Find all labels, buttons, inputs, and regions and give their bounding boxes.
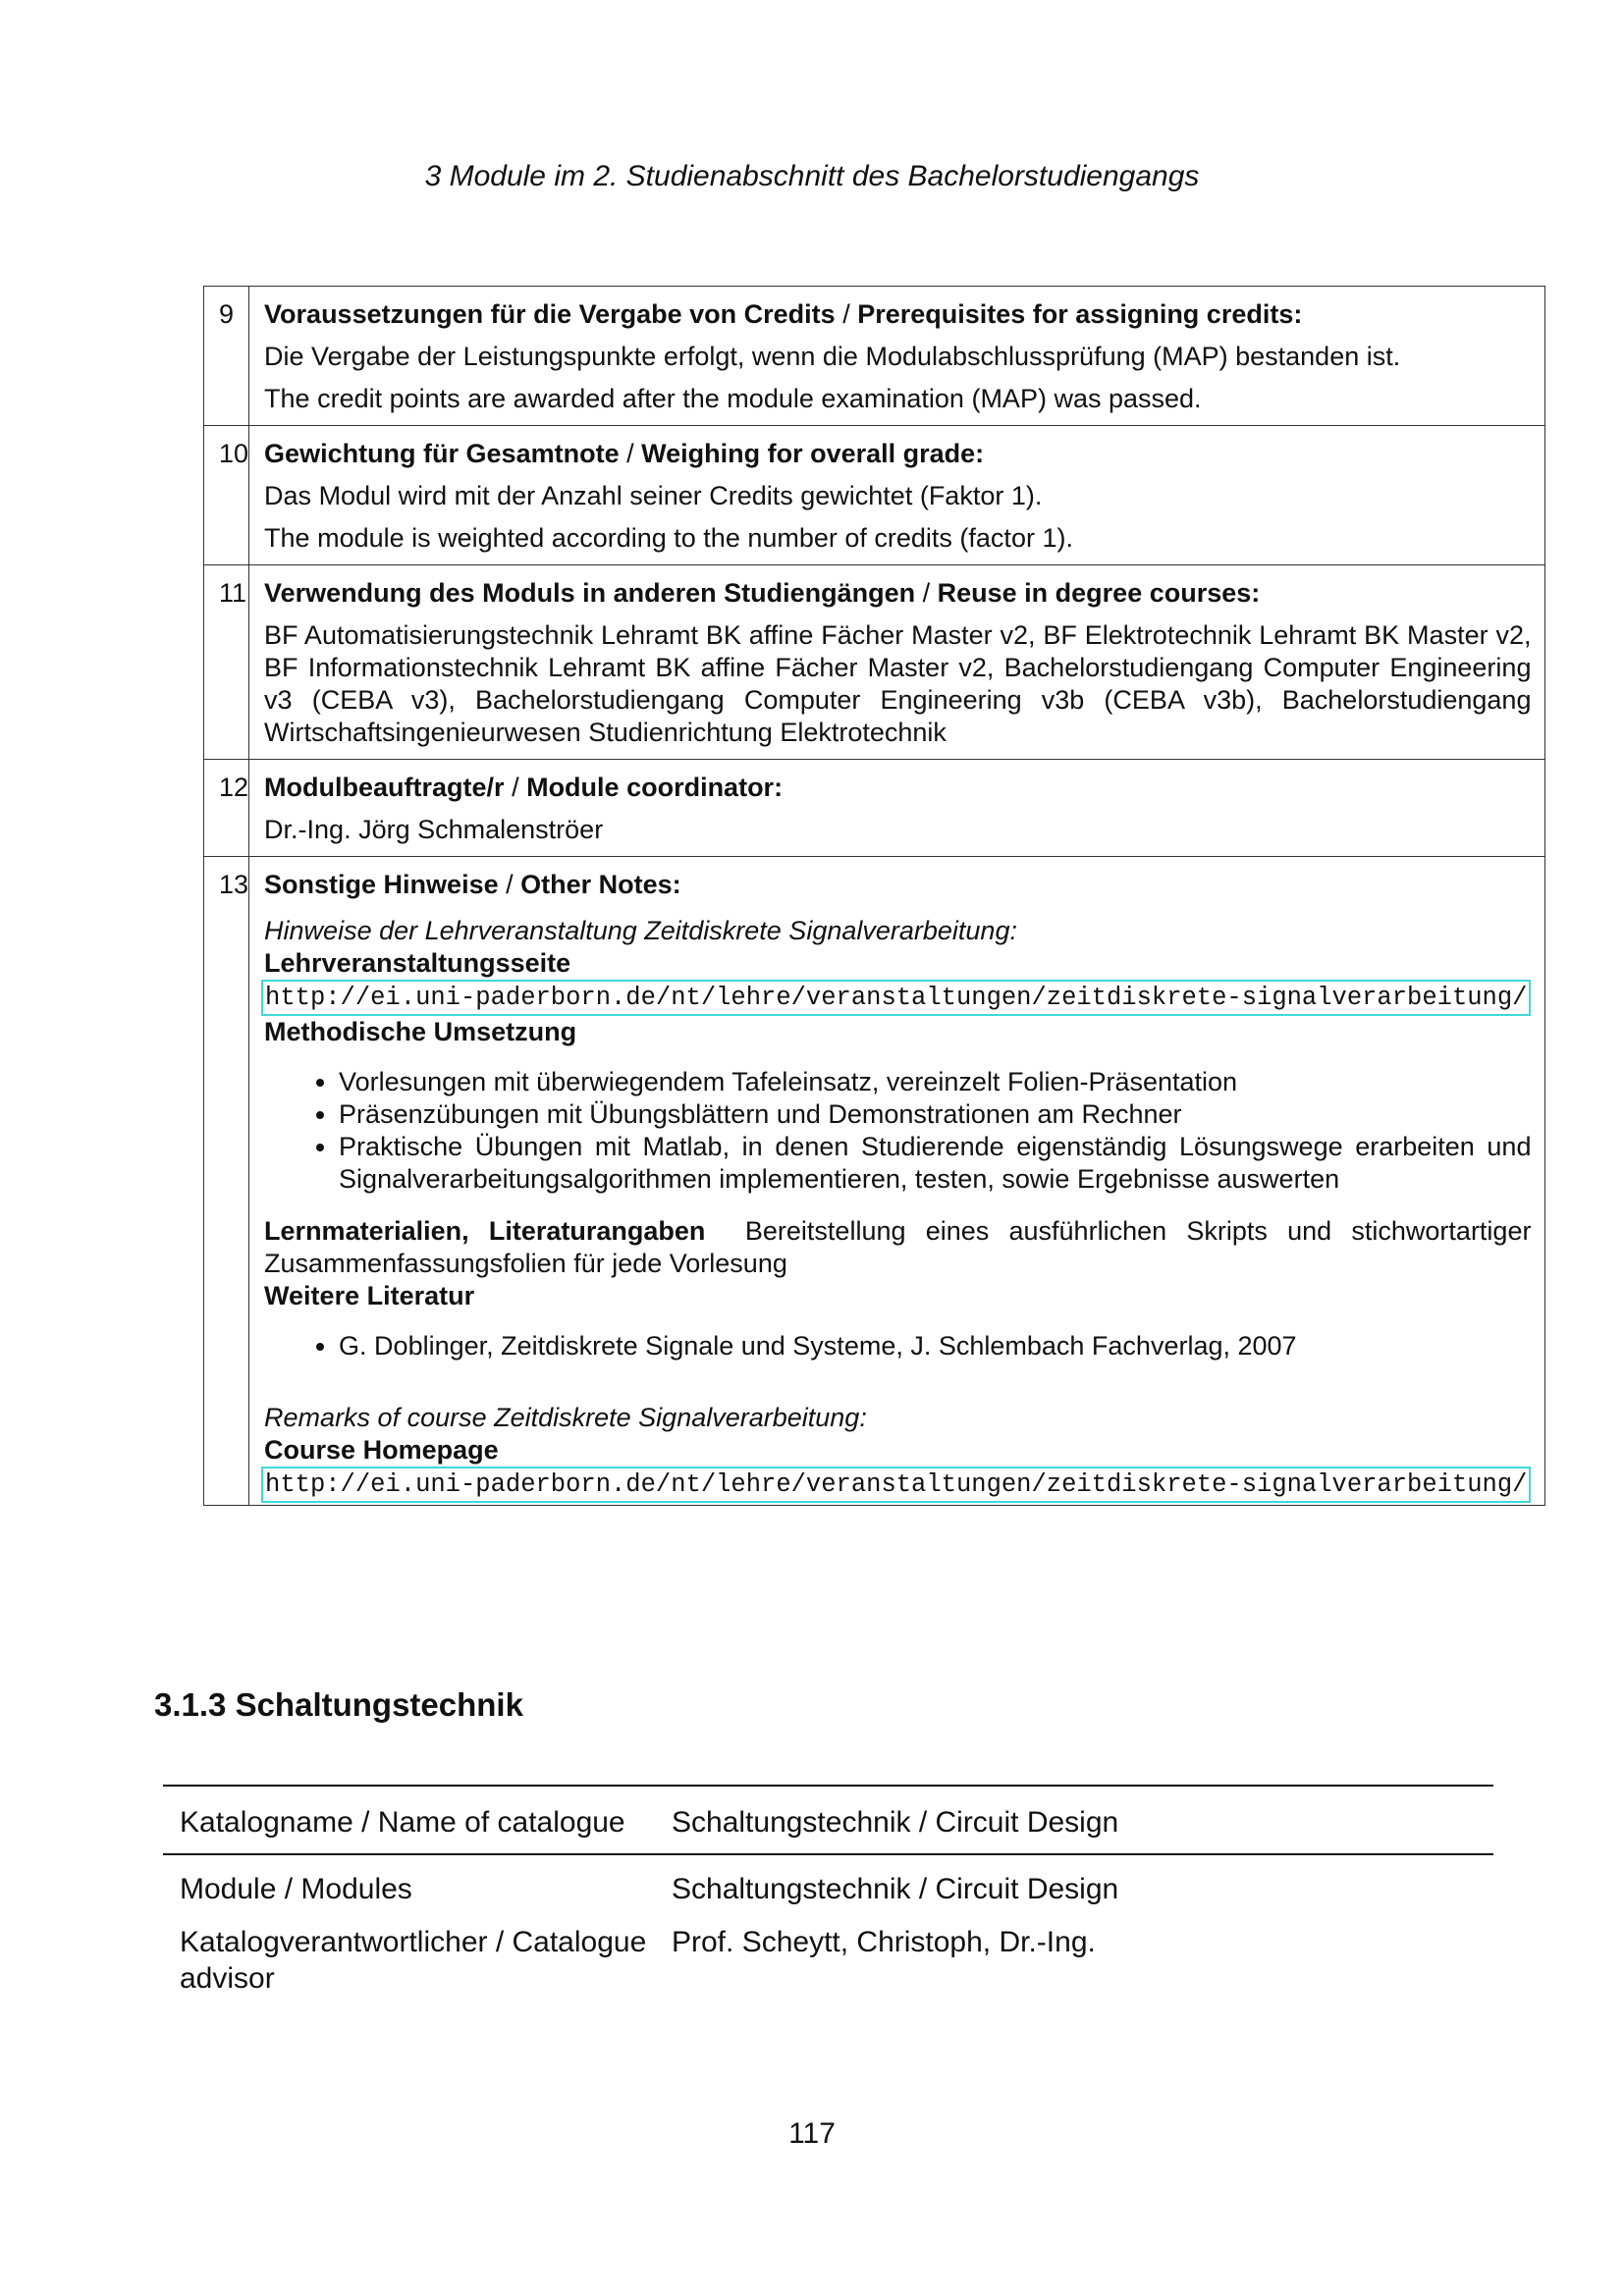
method-list xyxy=(264,1066,1531,1196)
course-homepage-label: Course Homepage xyxy=(264,1435,499,1465)
coordinator-name: Dr.-Ing. Jörg Schmalenströer xyxy=(264,815,604,844)
module-table xyxy=(203,286,1545,1506)
materials-paragraph xyxy=(264,1215,1531,1280)
row-title xyxy=(264,298,1531,331)
text-en: The credit points are awarded after the module examination (MAP) was passed. xyxy=(264,384,1202,413)
catalogue-value: Schaltungstechnik / Circuit Design xyxy=(672,1873,1119,1905)
table-row xyxy=(204,760,1545,857)
text-de: Die Vergabe der Leistungspunkte erfolgt, wenn die Modulabschlussprüfung (MAP) bestanden ist. xyxy=(264,342,1401,371)
catalogue-key: Module / Modules xyxy=(180,1873,412,1905)
catalogue-value: Schaltungstechnik / Circuit Design xyxy=(672,1806,1119,1839)
catalogue-row xyxy=(163,1906,1493,1997)
row-title xyxy=(264,772,1531,804)
method-label: Methodische Umsetzung xyxy=(264,1017,577,1046)
catalogue-row xyxy=(163,1855,1493,1906)
title-de: Sonstige Hinweise xyxy=(264,870,499,899)
table-row xyxy=(204,565,1545,760)
materials-text: Bereitstellung eines ausführlichen Skripts und stichwortartiger Zusammenfassungsfolien für jede Vorlesung xyxy=(264,1216,1532,1278)
title-separator: / xyxy=(835,299,858,329)
catalogue-key: Katalogname / Name of catalogue xyxy=(180,1806,625,1839)
row-number: 13 xyxy=(204,857,249,1506)
row-title xyxy=(264,438,1531,470)
course-page-label: Lehrveranstaltungsseite xyxy=(264,948,571,978)
row-content xyxy=(249,287,1545,426)
literature-list xyxy=(264,1330,1531,1362)
title-de: Modulbeauftragte/r xyxy=(264,773,505,802)
section-heading: 3.1.3 Schaltungstechnik xyxy=(154,1686,523,1723)
catalogue-key: Katalogverantwortlicher / Catalogue advisor xyxy=(180,1926,647,1995)
reuse-text: BF Automatisierungstechnik Lehramt BK affine Fächer Master v2, BF Elektrotechnik Lehramt BK Master v2, BF Informationstechnik Lehramt BK affine Fächer Master v2, Bachelorstudiengang Computer Engineering v3 (CEBA v3), Bachelorstudiengang Computer Engineering v3b (CEBA v3b), Bachelorstudiengang Wirtschaftsingenieurwesen Studienrichtung Elektrotechnik xyxy=(264,620,1532,747)
list-item: • Vorlesungen mit überwiegendem Tafeleinsatz, vereinzelt Folien-Präsentation xyxy=(339,1066,1531,1098)
table-row xyxy=(204,426,1545,565)
page-number: 117 xyxy=(788,2117,836,2150)
course-homepage-link[interactable]: http://ei.uni-paderborn.de/nt/lehre/veranstaltungen/zeitdiskrete-signalverarbeitung/ xyxy=(261,1467,1531,1503)
title-en: Reuse in degree courses: xyxy=(937,578,1261,608)
catalogue-header-row xyxy=(163,1787,1493,1853)
row-number: 12 xyxy=(204,760,249,857)
literature-label: Weitere Literatur xyxy=(264,1281,475,1310)
table-row xyxy=(204,857,1545,1506)
row-number: 10 xyxy=(204,426,249,565)
table-row xyxy=(204,287,1545,426)
row-content xyxy=(249,426,1545,565)
catalogue-value: Prof. Scheytt, Christoph, Dr.-Ing. xyxy=(672,1926,1096,1958)
materials-label: Lernmaterialien, Literaturangaben xyxy=(264,1216,706,1246)
title-de: Gewichtung für Gesamtnote xyxy=(264,439,620,468)
title-de: Verwendung des Moduls in anderen Studiengängen xyxy=(264,578,916,608)
row-number: 11 xyxy=(204,565,249,760)
row-title xyxy=(264,577,1531,610)
title-en: Prerequisites for assigning credits: xyxy=(857,299,1303,329)
row-content xyxy=(249,857,1545,1506)
title-separator: / xyxy=(498,870,521,899)
catalogue-table xyxy=(163,1785,1493,1997)
list-item: • G. Doblinger, Zeitdiskrete Signale und Systeme, J. Schlembach Fachverlag, 2007 xyxy=(339,1330,1531,1362)
row-number: 9 xyxy=(204,287,249,426)
row-content xyxy=(249,565,1545,760)
text-en: The module is weighted according to the number of credits (factor 1). xyxy=(264,523,1073,553)
title-en: Weighing for overall grade: xyxy=(641,439,985,468)
title-de: Voraussetzungen für die Vergabe von Credits xyxy=(264,299,836,329)
list-item: • Praktische Übungen mit Matlab, in denen Studierende eigenständig Lösungswege erarbeiten und Signalverarbeitungsalgorithmen implementieren, testen, sowie Ergebnisse auswerten xyxy=(339,1131,1531,1196)
title-en: Module coordinator: xyxy=(526,773,784,802)
course-page-link[interactable]: http://ei.uni-paderborn.de/nt/lehre/veranstaltungen/zeitdiskrete-signalverarbeitung/ xyxy=(261,980,1531,1016)
title-separator: / xyxy=(504,773,527,802)
remarks-intro: Remarks of course Zeitdiskrete Signalverarbeitung: xyxy=(264,1403,867,1432)
title-separator: / xyxy=(915,578,938,608)
title-en: Other Notes: xyxy=(520,870,681,899)
running-head: 3 Module im 2. Studienabschnitt des Bachelorstudiengangs xyxy=(424,160,1200,192)
text-de: Das Modul wird mit der Anzahl seiner Credits gewichtet (Faktor 1). xyxy=(264,481,1043,510)
row-title xyxy=(264,869,1531,901)
row-content xyxy=(249,760,1545,857)
list-item: • Präsenzübungen mit Übungsblättern und Demonstrationen am Rechner xyxy=(339,1098,1531,1131)
title-separator: / xyxy=(619,439,642,468)
hint-intro: Hinweise der Lehrveranstaltung Zeitdiskrete Signalverarbeitung: xyxy=(264,916,1017,945)
